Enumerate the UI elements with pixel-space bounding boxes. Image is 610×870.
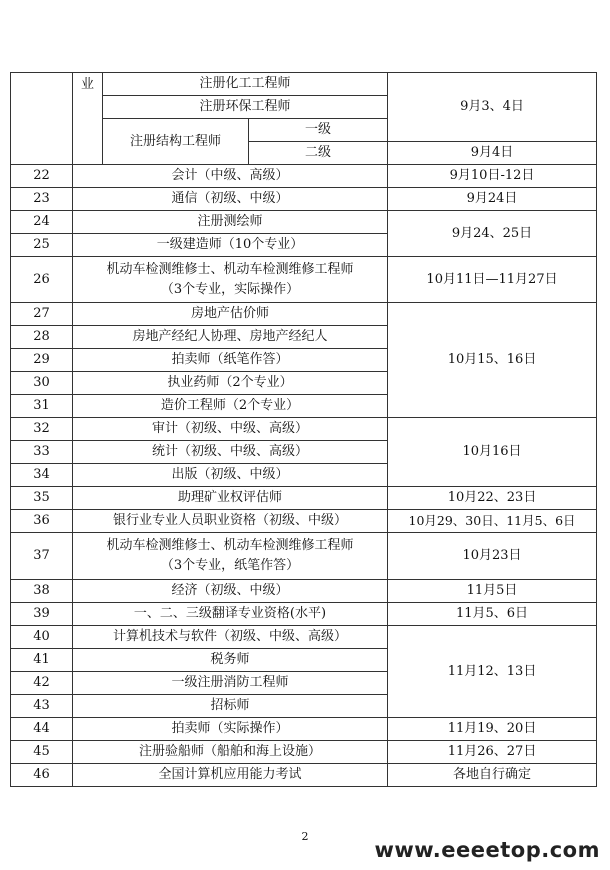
table-row [11,165,597,188]
exam-name-cell: 银行业专业人员职业资格（初级、中级） [73,510,388,533]
date-cell: 10月15、16日 [388,303,597,418]
number-cell: 46 [11,764,73,787]
exam-name-line: （3个专业，实际操作） [160,281,300,297]
number-cell: 31 [11,395,73,418]
date-cell: 各地自行确定 [388,764,597,787]
level-cell: 二级 [249,142,388,165]
number-cell: 25 [11,234,73,257]
exam-name-cell: 执业药师（2个专业） [73,372,388,395]
date-cell: 11月12、13日 [388,626,597,718]
number-cell: 32 [11,418,73,441]
exam-name-cell: 税务师 [73,649,388,672]
date-cell: 9月24、25日 [388,211,597,257]
date-cell: 10月23日 [388,533,597,580]
date-cell: 10月11日—11月27日 [388,257,597,303]
exam-name-cell: 房地产经纪人协理、房地产经纪人 [73,326,388,349]
exam-name-cell: 计算机技术与软件（初级、中级、高级） [73,626,388,649]
table-row [11,188,597,211]
table-row [11,626,597,649]
number-cell: 28 [11,326,73,349]
date-cell: 10月16日 [388,418,597,487]
exam-name-line: 机动车检测维修士、机动车检测维修工程师 [106,261,354,277]
number-cell: 36 [11,510,73,533]
watermark: www.eeeetop.com [374,838,600,862]
exam-name-cell: 一级注册消防工程师 [73,672,388,695]
date-cell: 9月24日 [388,188,597,211]
table-row [11,741,597,764]
table-row [11,603,597,626]
exam-name-cell: 出版（初级、中级） [73,464,388,487]
number-cell: 24 [11,211,73,234]
number-cell: 29 [11,349,73,372]
level-cell: 一级 [249,119,388,142]
table-row [11,303,597,326]
exam-name-cell [73,257,388,303]
exam-name-cell: 通信（初级、中级） [73,188,388,211]
exam-name-cell: 助理矿业权评估师 [73,487,388,510]
number-cell: 23 [11,188,73,211]
table-row [11,718,597,741]
exam-name-cell: 注册结构工程师 [103,119,249,165]
exam-name-cell: 经济（初级、中级） [73,580,388,603]
exam-name-cell: 注册测绘师 [73,211,388,234]
exam-name-cell: 审计（初级、中级、高级） [73,418,388,441]
number-cell [11,73,73,165]
table-row [11,510,597,533]
table-row [11,418,597,441]
exam-name-cell: 注册环保工程师 [103,96,388,119]
number-cell: 33 [11,441,73,464]
exam-name-cell: 统计（初级、中级、高级） [73,441,388,464]
table-row [11,533,597,580]
exam-name-cell: 注册化工工程师 [103,73,388,96]
page-number: 2 [301,830,309,843]
exam-name-line: （3个专业，纸笔作答） [160,558,300,573]
table-row [11,73,597,96]
number-cell: 41 [11,649,73,672]
exam-name-cell: 拍卖师（实际操作） [73,718,388,741]
exam-name-cell: 会计（中级、高级） [73,165,388,188]
number-cell: 45 [11,741,73,764]
exam-name-cell [73,533,388,580]
number-cell: 42 [11,672,73,695]
number-cell: 26 [11,257,73,303]
exam-name-cell: 招标师 [73,695,388,718]
number-cell: 34 [11,464,73,487]
date-cell: 9月10日-12日 [388,165,597,188]
number-cell: 22 [11,165,73,188]
date-cell: 11月5日 [388,580,597,603]
exam-name-cell: 房地产估价师 [73,303,388,326]
number-cell: 44 [11,718,73,741]
number-cell: 39 [11,603,73,626]
table-row [11,211,597,234]
exam-name-cell: 一级建造师（10个专业） [73,234,388,257]
table-row [11,764,597,787]
exam-name-cell: 注册验船师（船舶和海上设施） [73,741,388,764]
exam-name-cell: 拍卖师（纸笔作答） [73,349,388,372]
number-cell: 37 [11,533,73,580]
date-cell: 11月26、27日 [388,741,597,764]
table-row [11,487,597,510]
date-cell: 9月3、4日 [388,73,597,142]
exam-schedule-table [10,72,597,787]
date-cell: 9月4日 [388,142,597,165]
number-cell: 43 [11,695,73,718]
number-cell: 30 [11,372,73,395]
table-row [11,257,597,303]
date-cell: 11月19、20日 [388,718,597,741]
number-cell: 40 [11,626,73,649]
number-cell: 38 [11,580,73,603]
number-cell: 35 [11,487,73,510]
category-cell: 业 [73,73,103,165]
table-row [11,580,597,603]
exam-name-cell: 一、二、三级翻译专业资格(水平) [73,603,388,626]
exam-name-line: 机动车检测维修士、机动车检测维修工程师 [106,538,354,553]
date-cell: 10月22、23日 [388,487,597,510]
date-cell: 10月29、30日、11月5、6日 [388,510,597,533]
date-cell: 11月5、6日 [388,603,597,626]
exam-name-cell: 全国计算机应用能力考试 [73,764,388,787]
number-cell: 27 [11,303,73,326]
exam-name-cell: 造价工程师（2个专业） [73,395,388,418]
